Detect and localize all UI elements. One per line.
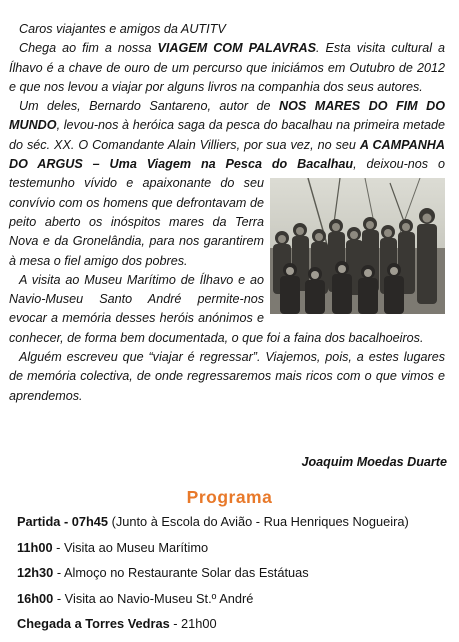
paragraph-closing: Alguém escreveu que “viajar é regressar”. Viajemos, pois, a estes lugares de memória colectiva, de onde regressaremos mais ricos com o que vimos e aprendemos. xyxy=(9,350,445,403)
schedule-desc: - Visita ao Navio-Museu St.º André xyxy=(53,590,254,606)
schedule-desc: - Almoço no Restaurante Solar das Estátuas xyxy=(53,565,309,580)
schedule-time: Chegada a Torres Vedras xyxy=(17,616,170,631)
text-span: , deixou-nos o testemunho vívido e apaixonante do seu convívio com os homens que defrontavam de peito aberto os inóspitos mares da Terra Nova e da Gronelândia, para nos garantirem à mesa o fiel amigo dos pobres. xyxy=(9,157,445,268)
book-title: A CAMPANHA DO ARGUS – Uma Viagem na Pesca do Bacalhau xyxy=(9,137,445,172)
schedule-list xyxy=(17,514,447,642)
text-span: Chega ao fim a nossa xyxy=(19,41,158,56)
schedule-desc: - Visita ao Museu Marítimo xyxy=(52,539,209,555)
schedule-time: 12h30 xyxy=(17,565,54,580)
schedule-time: 16h00 xyxy=(17,590,54,606)
schedule-desc: (Junto à Escola do Avião - Rua Henriques Nogueira) xyxy=(108,514,409,529)
text-span: , levou-nos à heróica saga da pesca do bacalhau na primeira metade do séc. XX. O Comandante Alain Villiers, por sua vez, no seu xyxy=(9,118,445,152)
letter-body xyxy=(9,20,445,406)
fishermen-photo xyxy=(270,178,445,314)
book-title: NOS MARES DO FIM DO MUNDO xyxy=(9,99,445,133)
schedule-item xyxy=(17,565,447,591)
greeting: Caros viajantes e amigos da AUTITV xyxy=(19,22,226,36)
programa-title: Programa xyxy=(186,487,273,507)
schedule-item xyxy=(17,591,447,617)
schedule-time: 11h00 xyxy=(17,539,53,555)
paragraph-visit: A visita ao Museu Marítimo de Ílhavo e ao Navio-Museu Santo André permite-nos evocar a memória desses heróis anónimos e conhecer, de forma bem documentada, o que foi a faina dos bacalhoeiros. xyxy=(9,272,424,345)
signature: Joaquim Moedas Duarte xyxy=(301,455,447,469)
schedule-item xyxy=(17,540,447,566)
schedule-desc: - 21h00 xyxy=(169,616,217,631)
text-span: Um deles, Bernardo Santareno, autor de xyxy=(19,99,279,114)
paragraph-intro xyxy=(9,39,445,97)
paragraph-books xyxy=(9,97,445,271)
schedule-item xyxy=(17,616,447,642)
event-name: VIAGEM COM PALAVRAS xyxy=(157,41,316,56)
schedule-time: Partida - 07h45 xyxy=(17,514,109,529)
schedule-item xyxy=(17,514,447,540)
text-span: . Esta visita cultural a Ílhavo é a chave de ouro de um percurso que iniciámos em Outubro de 2012 e que nos levou a viajar por alguns livros na companhia dos seus autores. xyxy=(9,41,445,94)
